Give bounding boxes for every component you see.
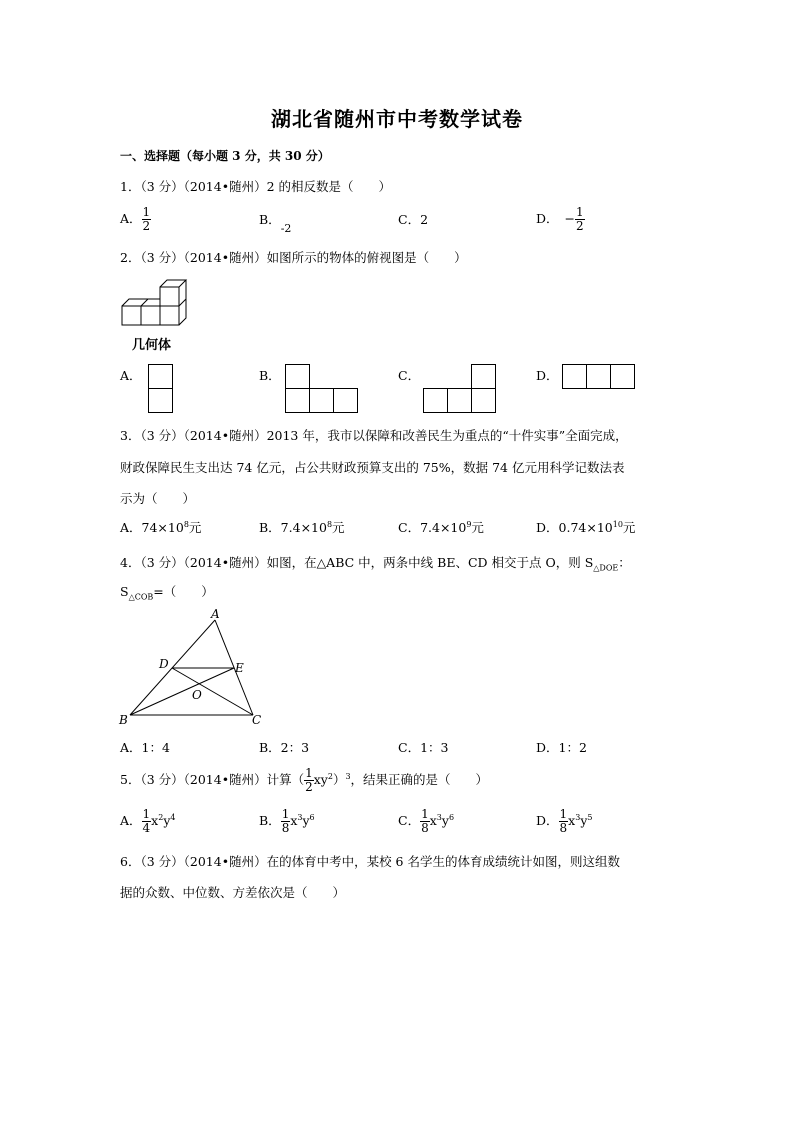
vertex-label-e: E — [235, 661, 244, 675]
question-6-line-2: 据的众数、中位数、方差依次是（ ） — [120, 885, 346, 900]
vertex-label-d: D — [159, 657, 169, 671]
figure-caption: 几何体 — [132, 338, 172, 353]
question-1-stem: 1．（3 分）（2014•随州）2 的相反数是（ ） — [120, 179, 391, 194]
q5-option-c[interactable]: C． $\frac{1}{8}$ $x^3y^6$ — [398, 807, 455, 835]
option-label: A． — [120, 211, 142, 226]
question-3-line-3: 示为（ ） — [120, 491, 196, 506]
q2-option-d-label[interactable]: D． — [536, 368, 559, 383]
q1-option-b[interactable] — [259, 210, 292, 235]
section-heading: 一、选择题（每小题 3 分，共 30 分） — [120, 149, 330, 163]
option-label: B． — [259, 212, 281, 227]
q3-option-c[interactable]: C．$7.4\times 10^9$元 — [398, 519, 484, 535]
q4-option-a[interactable]: A．1：4 — [120, 740, 170, 755]
q2-option-a-figure[interactable] — [148, 364, 174, 414]
vertex-label-a: A — [211, 607, 220, 621]
q1-option-c[interactable]: C．2 — [398, 212, 429, 227]
vertex-label-b: B — [119, 713, 128, 727]
option-label: D． — [536, 211, 559, 226]
q2-option-d-figure[interactable] — [562, 364, 637, 390]
q3-option-d[interactable]: D．$0.74\times 10^{10}$元 — [536, 519, 636, 535]
q2-option-c-figure[interactable] — [423, 364, 498, 414]
vertex-label-c: C — [252, 713, 262, 727]
q4-option-b[interactable]: B．2：3 — [259, 740, 310, 755]
question-3-line-1: 3．（3 分）（2014•随州）2013 年，我市以保障和改善民生为重点的“十件实事”全面完成， — [120, 428, 628, 443]
q5-option-b[interactable]: B． $\frac{1}{8}$ $x^3y^6$ — [259, 807, 315, 835]
triangle-figure — [115, 608, 275, 733]
minus-sign: − — [564, 211, 576, 226]
fraction: $\frac{1}{2}$ — [576, 205, 584, 233]
question-4-line-1: 4．（3 分）（2014•随州）如图，在△ABC 中，两条中线 BE、CD 相交于点 O，则 $S_{\triangle DOE}$： — [120, 555, 631, 573]
q2-option-c-label[interactable]: C． — [398, 368, 421, 383]
question-5-stem: 5．（3 分）（2014•随州）计算（ $\frac{1}{2}$ $xy^2)^3$，结果正确的是（ ） — [120, 766, 489, 794]
q1-option-a[interactable] — [120, 206, 151, 233]
q2-option-a-label[interactable]: A． — [120, 368, 142, 383]
q2-option-b-label[interactable]: B． — [259, 368, 281, 383]
q4-option-c[interactable]: C．1：3 — [398, 740, 449, 755]
option-value: -2 — [280, 222, 292, 235]
q3-option-b[interactable]: B．$7.4\times 10^8$元 — [259, 519, 345, 535]
q2-option-b-figure[interactable] — [285, 364, 360, 414]
question-3-line-2: 财政保障民生支出达 74 亿元，占公共财政预算支出的 75%，数据 74 亿元用科学记数法表 — [120, 460, 625, 475]
fraction: $\frac{1}{2}$ — [305, 766, 313, 794]
q1-option-d[interactable] — [536, 206, 585, 233]
q4-option-d[interactable]: D．1：2 — [536, 740, 587, 755]
question-2-stem: 2．（3 分）（2014•随州）如图所示的物体的俯视图是（ ） — [120, 250, 467, 265]
solid-figure — [120, 280, 190, 328]
page-title: 湖北省随州市中考数学试卷 — [271, 107, 523, 131]
vertex-label-o: O — [192, 688, 202, 702]
question-6-line-1: 6．（3 分）（2014•随州）在的体育中考中，某校 6 名学生的体育成绩统计如图，则这组数 — [120, 854, 620, 869]
q5-option-d[interactable]: D． $\frac{1}{8}$ $x^3y^5$ — [536, 807, 593, 835]
fraction: $\frac{1}{2}$ — [142, 205, 151, 233]
question-4-line-2: $S_{\triangle COB}=$（ ） — [120, 584, 214, 602]
q3-option-a[interactable]: A．$74\times 10^8$元 — [120, 519, 202, 535]
q5-option-a[interactable]: A． $\frac{1}{4}$ $x^2y^4$ — [120, 807, 176, 835]
